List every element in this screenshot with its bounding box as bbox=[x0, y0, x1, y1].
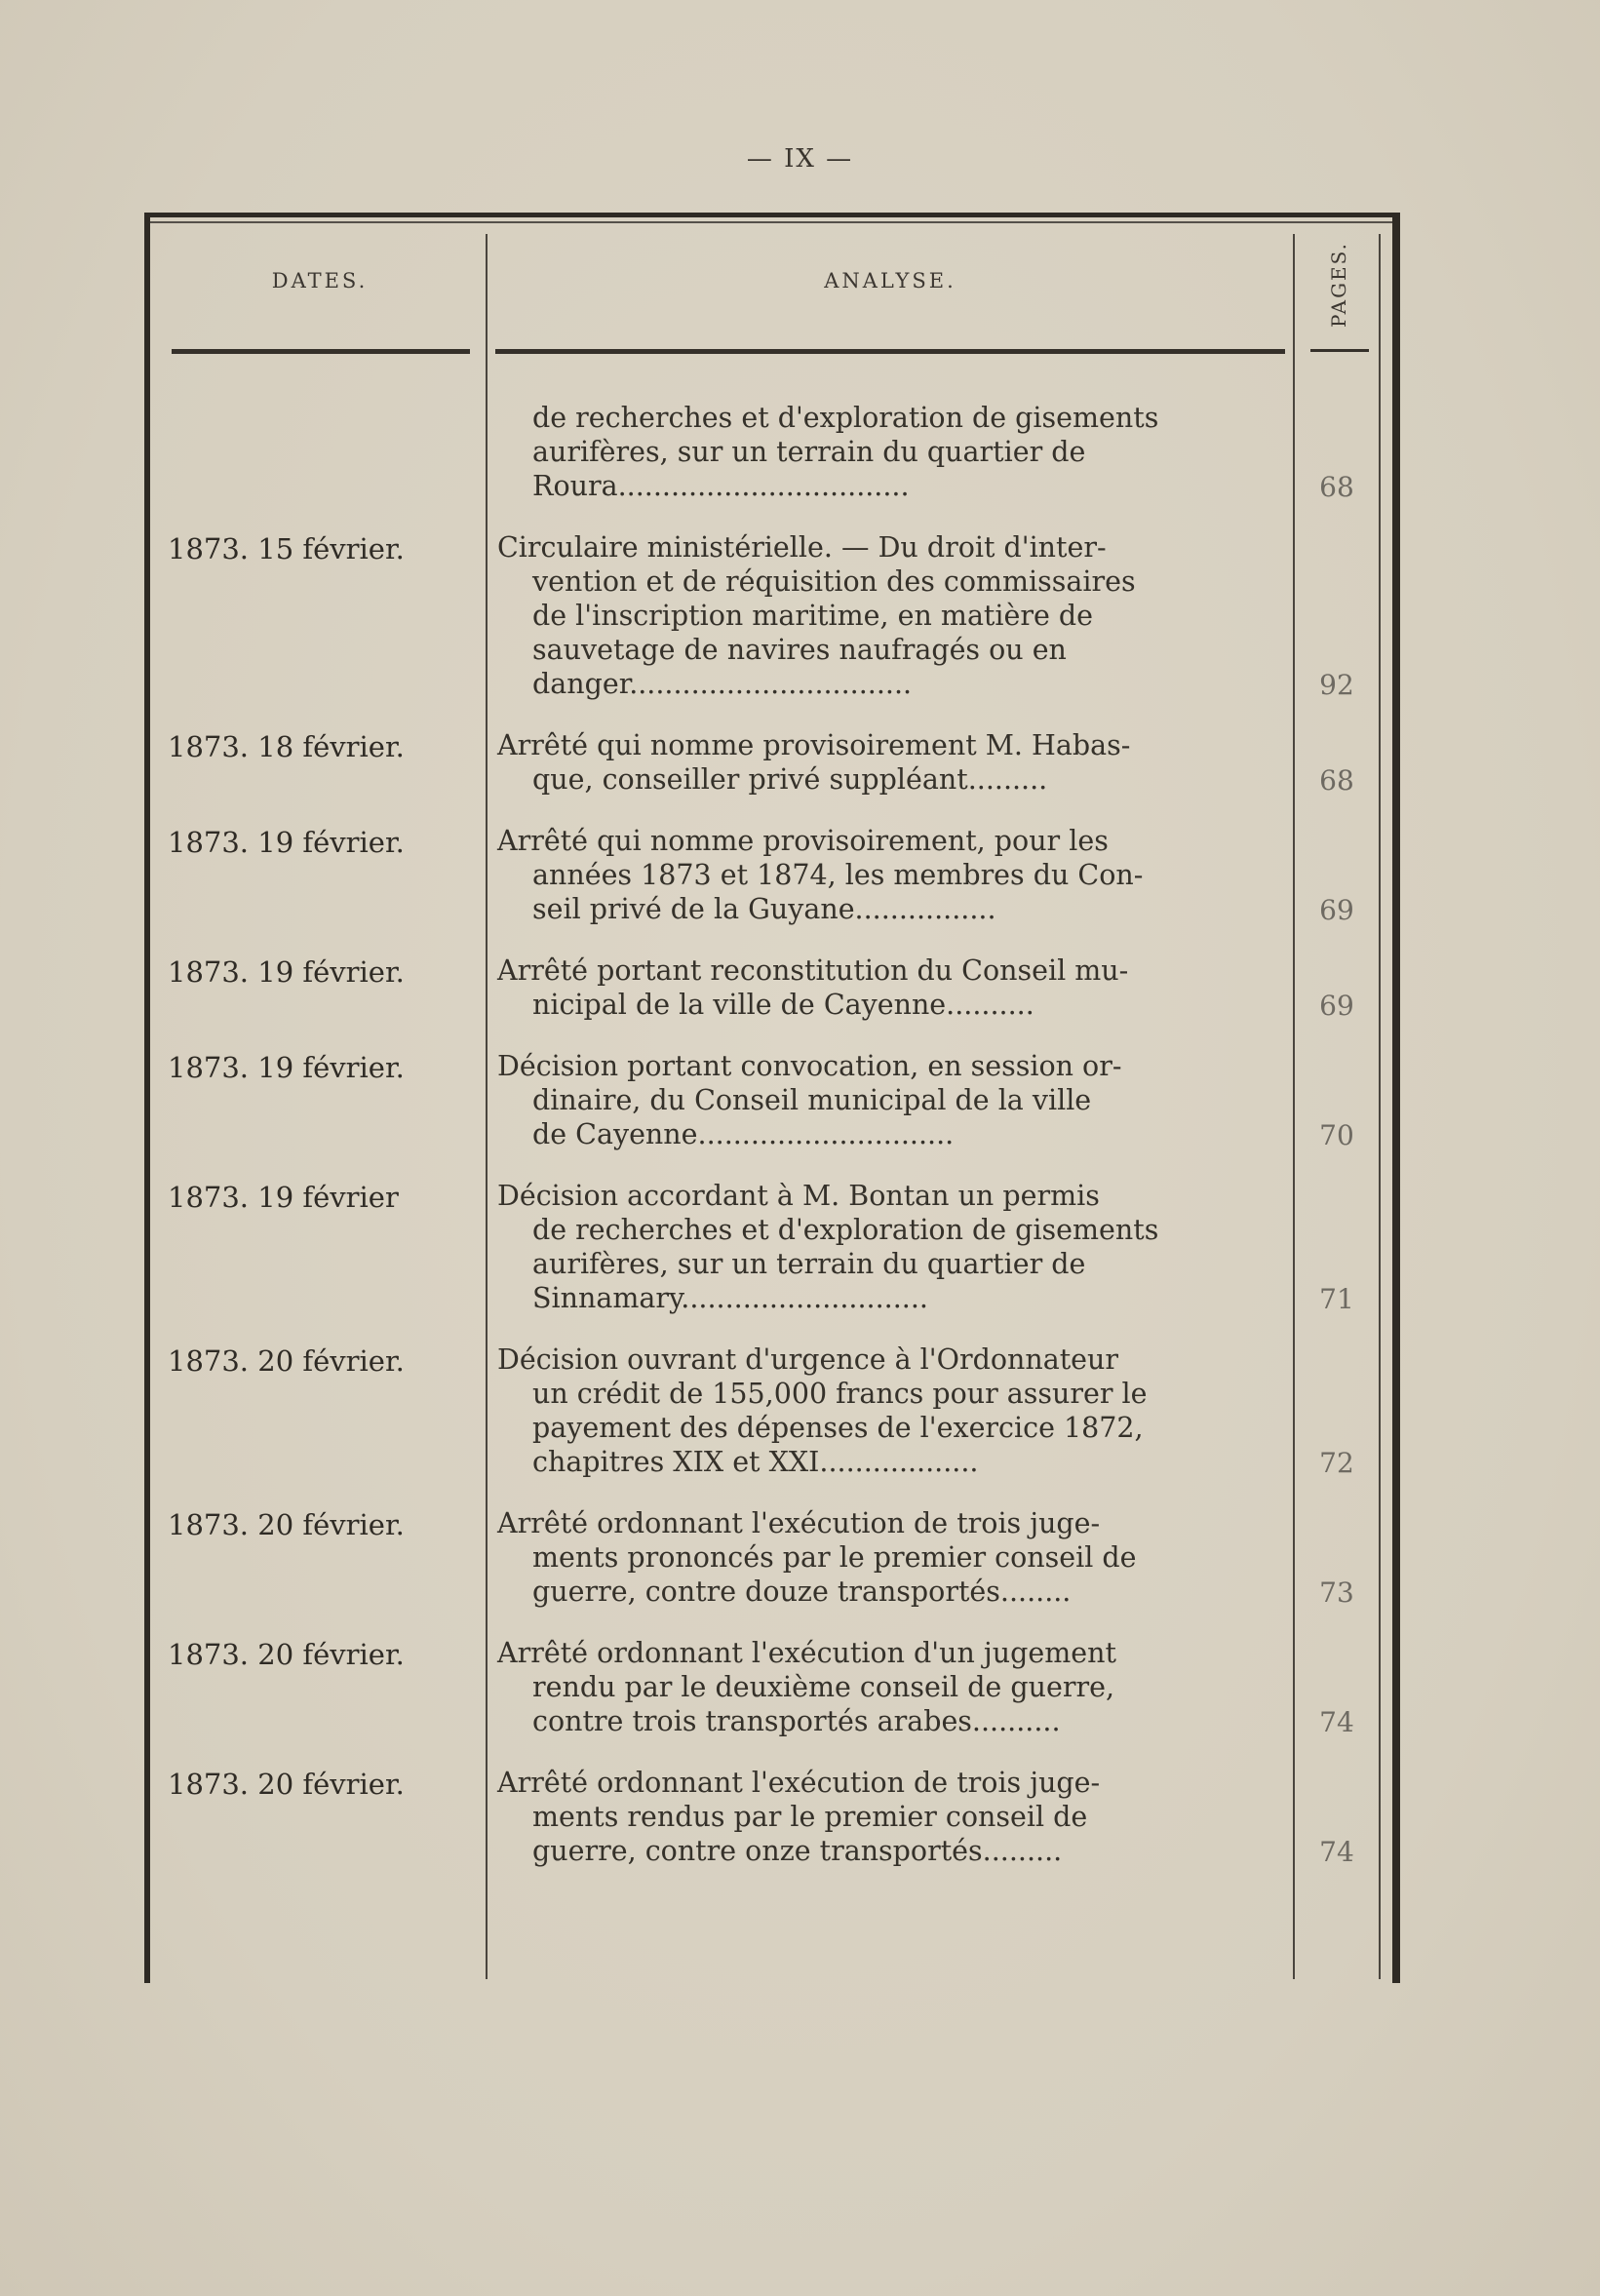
entry-analysis bbox=[497, 728, 1287, 797]
entry-line: ments rendus par le premier conseil de bbox=[532, 1801, 1088, 1833]
entry-line: Circulaire ministérielle. — Du droit d'inter- bbox=[497, 531, 1107, 564]
entry-page: 69 bbox=[1319, 894, 1354, 926]
entry-line: Sinnamary............................ bbox=[532, 1282, 928, 1314]
column-header-dates: DATES. bbox=[271, 269, 369, 292]
column-header-pages-label: PAGES. bbox=[1327, 242, 1350, 328]
table-left-border bbox=[144, 213, 150, 1983]
entry-line: contre trois transportés arabes.......... bbox=[532, 1705, 1061, 1737]
entry-line: de recherches et d'exploration de gisements bbox=[532, 1214, 1159, 1246]
entry-line: dinaire, du Conseil municipal de la ville bbox=[532, 1084, 1092, 1116]
entry-analysis bbox=[497, 824, 1287, 926]
entry-analysis bbox=[497, 1636, 1287, 1738]
entry-analysis bbox=[497, 1506, 1287, 1609]
entry-line: Arrêté ordonnant l'exécution d'un jugement bbox=[497, 1637, 1116, 1669]
entry-page: 73 bbox=[1319, 1576, 1354, 1609]
entry-date: 1873. 15 février. bbox=[168, 532, 405, 565]
entry-line: seil privé de la Guyane................ bbox=[532, 893, 996, 925]
entry-date: 1873. 19 février. bbox=[168, 955, 405, 989]
entry-line: Arrêté ordonnant l'exécution de trois juge- bbox=[497, 1507, 1101, 1539]
page-number: — IX — bbox=[746, 144, 854, 174]
entry-line: sauvetage de navires naufragés ou en bbox=[532, 634, 1067, 666]
entry-date: 1873. 20 février. bbox=[168, 1638, 405, 1671]
entry-analysis bbox=[497, 1049, 1287, 1151]
entry-page: 70 bbox=[1319, 1119, 1354, 1151]
entry-date: 1873. 18 février. bbox=[168, 730, 405, 763]
entry-line: danger................................ bbox=[532, 668, 913, 700]
entry-page: 74 bbox=[1319, 1836, 1354, 1868]
header-rule-pages bbox=[1310, 349, 1369, 352]
entry-date: 1873. 19 février bbox=[168, 1181, 399, 1214]
column-divider-dates bbox=[486, 234, 488, 1979]
entry-analysis bbox=[497, 953, 1287, 1022]
entry-date: 1873. 19 février. bbox=[168, 1051, 405, 1084]
entry-line: guerre, contre douze transportés........ bbox=[532, 1576, 1072, 1608]
entry-line: Arrêté portant reconstitution du Conseil mu- bbox=[497, 954, 1129, 987]
entry-line: de Cayenne............................. bbox=[532, 1118, 955, 1150]
entry-date: 1873. 19 février. bbox=[168, 826, 405, 859]
entry-line: un crédit de 155,000 francs pour assurer le bbox=[532, 1378, 1148, 1410]
index-table bbox=[144, 213, 1400, 1983]
entry-line: Arrêté ordonnant l'exécution de trois juge- bbox=[497, 1767, 1101, 1799]
entry-line: vention et de réquisition des commissaires bbox=[532, 565, 1136, 598]
table-right-border bbox=[1392, 213, 1400, 1983]
entry-date: 1873. 20 février. bbox=[168, 1508, 405, 1541]
entry-page: 69 bbox=[1319, 990, 1354, 1022]
entry-page: 68 bbox=[1319, 764, 1354, 797]
entry-line: nicipal de la ville de Cayenne.......... bbox=[532, 989, 1034, 1021]
table-top-rule bbox=[144, 221, 1400, 223]
entry-analysis bbox=[497, 530, 1287, 701]
entry-date: 1873. 20 février. bbox=[168, 1768, 405, 1801]
entry-page: 72 bbox=[1319, 1447, 1354, 1479]
entry-line: Décision portant convocation, en session or- bbox=[497, 1050, 1122, 1082]
entry-page: 68 bbox=[1319, 471, 1354, 503]
entry-analysis bbox=[497, 1766, 1287, 1868]
entry-line: ments prononcés par le premier conseil de bbox=[532, 1541, 1137, 1574]
entry-line: Décision accordant à M. Bontan un permis bbox=[497, 1180, 1100, 1212]
entry-line: payement des dépenses de l'exercice 1872, bbox=[532, 1412, 1144, 1444]
entry-line: aurifères, sur un terrain du quartier de bbox=[532, 1248, 1086, 1280]
entry-analysis bbox=[497, 1179, 1287, 1315]
entry-page: 74 bbox=[1319, 1706, 1354, 1738]
column-divider-pages bbox=[1379, 234, 1381, 1979]
entry-page: 92 bbox=[1319, 669, 1354, 701]
entry-line: guerre, contre onze transportés......... bbox=[532, 1835, 1063, 1867]
entry-page: 71 bbox=[1319, 1283, 1354, 1315]
entry-analysis bbox=[497, 1343, 1287, 1479]
header-rule-analyse bbox=[495, 349, 1285, 354]
entry-line: Décision ouvrant d'urgence à l'Ordonnateur bbox=[497, 1343, 1119, 1376]
column-header-analyse: ANALYSE. bbox=[824, 269, 956, 292]
entry-line: de recherches et d'exploration de gisements bbox=[532, 402, 1159, 434]
entry-line: aurifères, sur un terrain du quartier de bbox=[532, 436, 1086, 468]
entry-line: Arrêté qui nomme provisoirement, pour les bbox=[497, 825, 1109, 857]
entry-line: de l'inscription maritime, en matière de bbox=[532, 600, 1094, 632]
entry-line: Arrêté qui nomme provisoirement M. Habas- bbox=[497, 729, 1131, 761]
table-top-border bbox=[144, 213, 1400, 217]
entry-line: années 1873 et 1874, les membres du Con- bbox=[532, 859, 1144, 891]
entry-line: Roura................................. bbox=[532, 470, 910, 502]
entry-line: que, conseiller privé suppléant......... bbox=[532, 763, 1048, 796]
header-rule-dates bbox=[172, 349, 470, 354]
column-header-pages bbox=[1300, 236, 1378, 333]
entry-line: rendu par le deuxième conseil de guerre, bbox=[532, 1671, 1114, 1703]
entry-analysis bbox=[497, 401, 1287, 503]
entry-line: chapitres XIX et XXI.................. bbox=[532, 1446, 979, 1478]
entry-date: 1873. 20 février. bbox=[168, 1344, 405, 1378]
